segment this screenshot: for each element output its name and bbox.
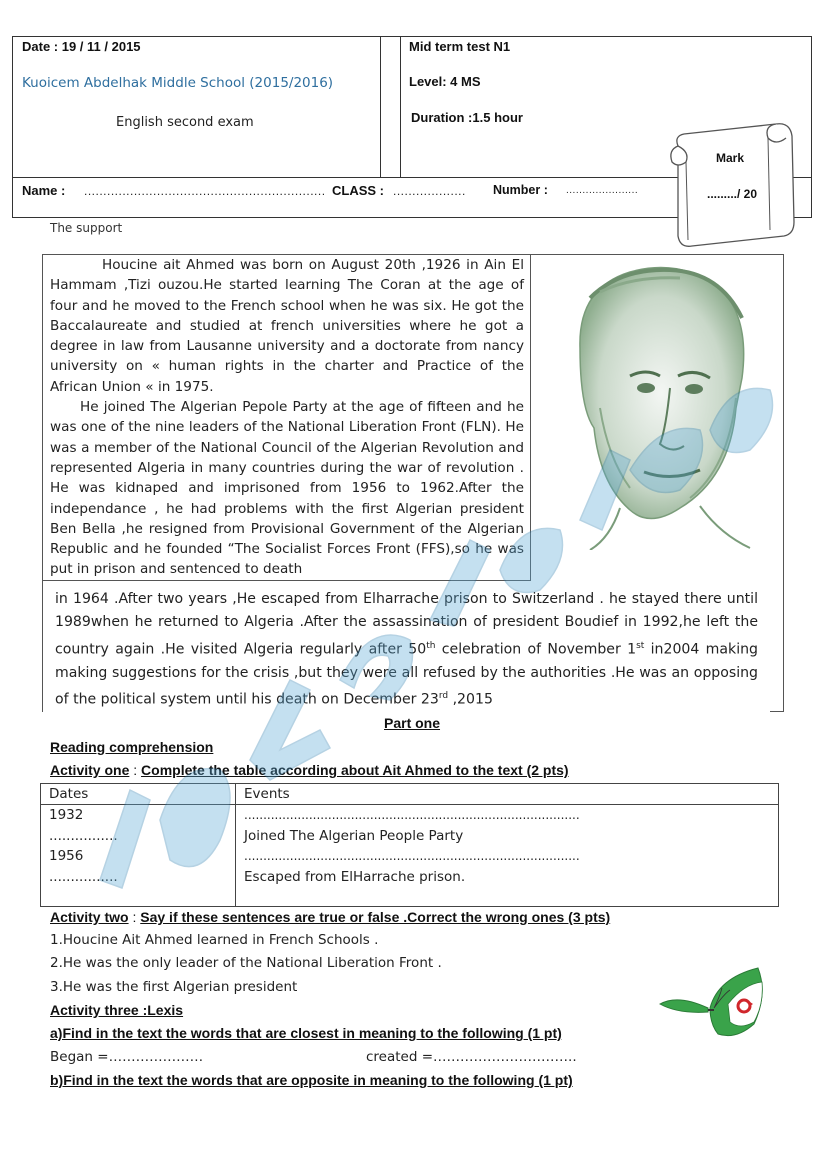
reading-text xyxy=(50,255,524,580)
activity-one-label: Activity one xyxy=(50,762,130,778)
butterfly-image xyxy=(658,964,768,1044)
mark-scroll xyxy=(664,122,800,250)
support-label: The support xyxy=(50,221,123,235)
separator: : xyxy=(128,909,141,925)
activity-three-heading: Activity three :Lexis xyxy=(50,1002,184,1018)
paragraph-3-part: ,2015 xyxy=(448,691,493,708)
paragraph-2: He joined The Algerian Pepole Party at the age of fifteen and he was one of the nine leaders of the National Liberation Front (FLN). He was a member of the National Council of the Algerian Revolution and represented Algeria in many countries during the war of revolution . He was kidnaped and imprisoned from 1956 to 1962.After the independance , he had problems with the first Algerian president Ben Bella ,he resigned from Provisional Government of the Algerian Republic and he founded “The Socialist Forces Front (FFS),so he was put in prison and sentenced to death xyxy=(50,399,524,578)
activity-two-heading xyxy=(50,909,610,925)
statement-2: 2.He was the only leader of the National Liberation Front . xyxy=(50,955,442,971)
paragraph-3 xyxy=(55,588,758,712)
portrait-image xyxy=(560,258,760,550)
number-label: Number : xyxy=(493,183,548,197)
events-cell xyxy=(236,805,779,907)
exam-date: Date : 19 / 11 / 2015 xyxy=(22,39,141,54)
duration-label: Duration :1.5 hour xyxy=(411,110,523,125)
text-divider xyxy=(42,580,531,581)
event-entry: Joined The Algerian People Party xyxy=(244,827,464,844)
text-divider xyxy=(770,711,784,712)
dates-table xyxy=(40,783,779,907)
dates-cell xyxy=(41,805,236,907)
date-blank[interactable]: ................ xyxy=(49,827,118,844)
dates-header: Dates xyxy=(41,784,236,805)
statement-3: 3.He was the first Algerian president xyxy=(50,979,298,995)
class-label: CLASS : xyxy=(332,183,384,198)
date-entry: 1956 xyxy=(49,848,84,864)
mark-label: Mark xyxy=(716,151,745,165)
created-field[interactable]: created =………………………….. xyxy=(366,1049,577,1065)
separator: : xyxy=(129,762,142,778)
header-divider xyxy=(400,36,401,178)
events-header: Events xyxy=(236,784,779,805)
lexis-question-a: a)Find in the text the words that are closest in meaning to the following (1 pt) xyxy=(50,1025,562,1041)
reading-heading: Reading comprehension xyxy=(50,739,214,755)
name-field[interactable]: ............................................................... xyxy=(84,184,326,198)
paragraph-3-part: in2004 making making suggestions for the crisis ,but they were all refused by the authorities .He was an opposing of the political system until his death on December 23 xyxy=(55,641,759,708)
activity-one-heading xyxy=(50,762,569,778)
superscript: rd xyxy=(438,690,449,701)
class-field[interactable]: ................... xyxy=(393,184,466,198)
lexis-question-b: b)Find in the text the words that are opposite in meaning to the following (1 pt) xyxy=(50,1072,573,1088)
superscript: st xyxy=(636,640,645,651)
exam-title: English second exam xyxy=(116,115,254,130)
event-blank[interactable]: ........................................................................................ xyxy=(244,849,580,863)
part-one-heading: Part one xyxy=(384,715,441,731)
paragraph-3-part: in 1964 .After two years ,He escaped from Elharrache prison to Switzerland . he stayed there until 1989when he returned to Algeria .After the assassination of president Boudief in 1992,he left the country again .He visited Algeria regularly after 50 xyxy=(55,591,758,658)
statement-1: 1.Houcine Ait Ahmed learned in French Schools . xyxy=(50,932,379,948)
date-entry: 1932 xyxy=(49,807,84,823)
activity-two-instruction: Say if these sentences are true or false .Correct the wrong ones (3 pts) xyxy=(140,909,611,925)
header-divider xyxy=(380,36,381,178)
activity-two-label: Activity two xyxy=(50,909,129,925)
paragraph-3-part: celebration of November 1 xyxy=(435,641,637,658)
activity-one-instruction: Complete the table according about Ait Ahmed to the text (2 pts) xyxy=(141,762,569,778)
school-name: Kuoicem Abdelhak Middle School (2015/2016) xyxy=(22,75,334,91)
level-label: Level: 4 MS xyxy=(409,74,481,89)
name-label: Name : xyxy=(22,183,66,198)
event-entry: Escaped from ElHarrache prison. xyxy=(244,868,466,885)
text-divider xyxy=(530,254,531,580)
mark-field[interactable]: ........./ 20 xyxy=(707,187,758,201)
date-blank[interactable]: ................ xyxy=(49,868,118,885)
superscript: th xyxy=(426,640,436,651)
event-blank[interactable]: ........................................................................................ xyxy=(244,808,580,822)
test-title: Mid term test N1 xyxy=(409,39,511,54)
paragraph-1: Houcine ait Ahmed was born on August 20th ,1926 in Ain El Hammam ,Tizi ouzou.He started learning The Coran at the age of four and he moved to the French school when he was six. He got the Baccalaureate and studied at french universities where he got a degree in law from Lausanne university and a doctorate from nancy university on « human rights in the charter and Practice of the African Union « in 1975. xyxy=(50,257,524,395)
number-field[interactable]: ...................... xyxy=(566,185,639,196)
began-field[interactable]: Began =………………… xyxy=(50,1049,204,1065)
